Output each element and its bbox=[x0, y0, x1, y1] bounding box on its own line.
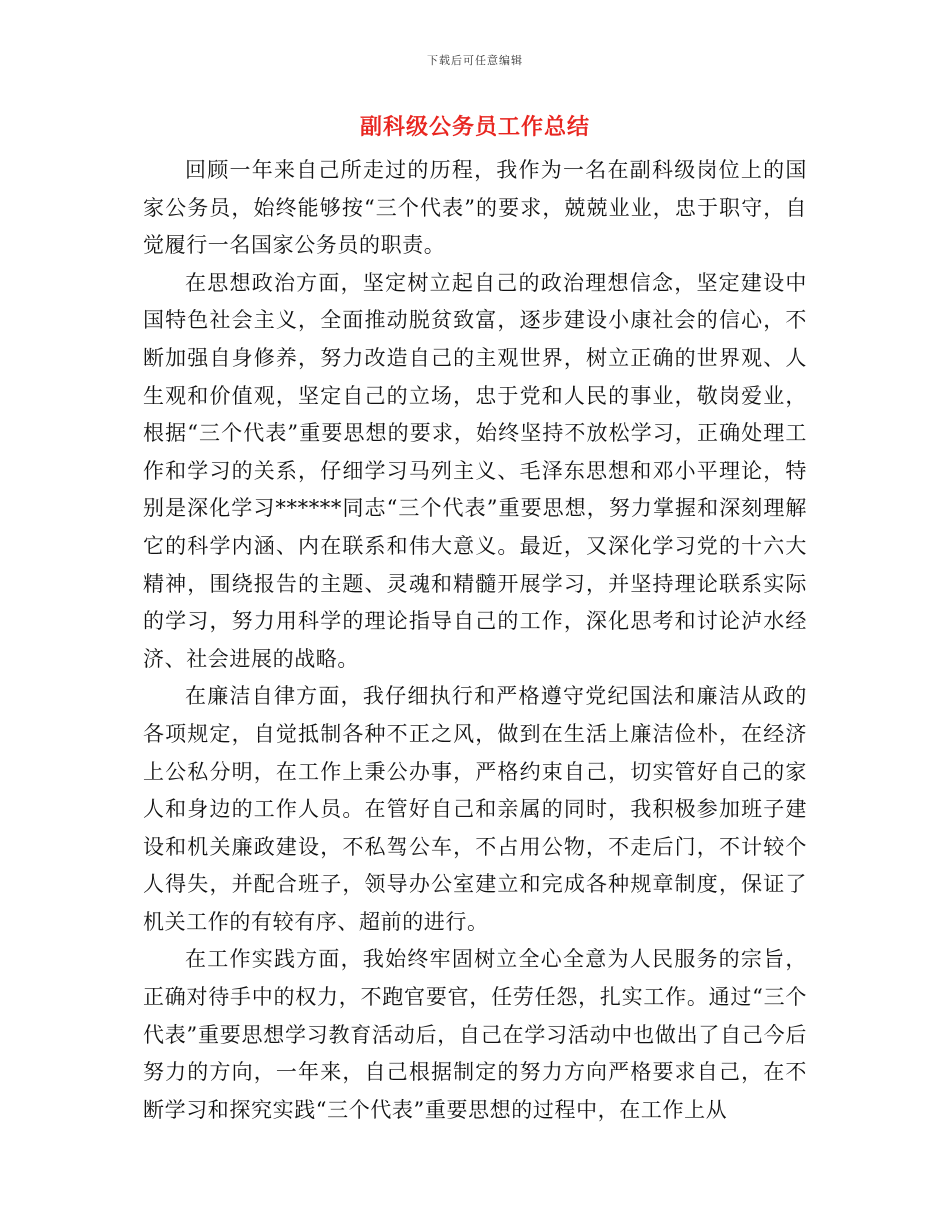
paragraph-ideology: 在思想政治方面，坚定树立起自己的政治理想信念，坚定建设中国特色社会主义，全面推动脱贫致富，逐步建设小康社会的信心，不断加强自身修养，努力改造自己的主观世界，树立正确的世界观、人生观和价值观，坚定自己的立场，忠于党和人民的事业，敬岗爱业，根据“三个代表”重要思想的要求，始终坚持不放松学习，正确处理工作和学习的关系，仔细学习马列主义、毛泽东思想和邓小平理论，特别是深化学习******同志“三个代表”重要思想，努力掌握和深刻理解它的科学内涵、内在联系和伟大意义。最近，又深化学习党的十六大精神，围绕报告的主题、灵魂和精髓开展学习，并坚持理论联系实际的学习，努力用科学的理论指导自己的工作，深化思考和讨论泸水经济、社会进展的战略。 bbox=[143, 270, 807, 671]
paragraph-intro: 回顾一年来自己所走过的历程，我作为一名在副科级岗位上的国家公务员，始终能够按“三个代表”的要求，兢兢业业，忠于职守，自觉履行一名国家公务员的职责。 bbox=[143, 158, 807, 258]
document-body bbox=[143, 152, 807, 1129]
header-note: 下载后可任意编辑 bbox=[427, 54, 523, 67]
paragraph-integrity: 在廉洁自律方面，我仔细执行和严格遵守党纪国法和廉洁从政的各项规定，自觉抵制各种不正之风，做到在生活上廉洁俭朴，在经济上公私分明，在工作上秉公办事，严格约束自己，切实管好自己的家人和身边的工作人员。在管好自己和亲属的同时，我积极参加班子建设和机关廉政建设，不私驾公车，不占用公物，不走后门，不计较个人得失，并配合班子，领导办公室建立和完成各种规章制度，保证了机关工作的有较有序、超前的进行。 bbox=[143, 684, 807, 934]
document-title: 副科级公务员工作总结 bbox=[359, 115, 590, 140]
paragraph-practice: 在工作实践方面，我始终牢固树立全心全意为人民服务的宗旨，正确对待手中的权力，不跑官要官，任劳任怨，扎实工作。通过“三个代表”重要思想学习教育活动后，自己在学习活动中也做出了自己今后努力的方向，一年来，自己根据制定的努力方向严格要求自己，在不断学习和探究实践“三个代表”重要思想的过程中，在工作上从 bbox=[143, 947, 807, 1122]
